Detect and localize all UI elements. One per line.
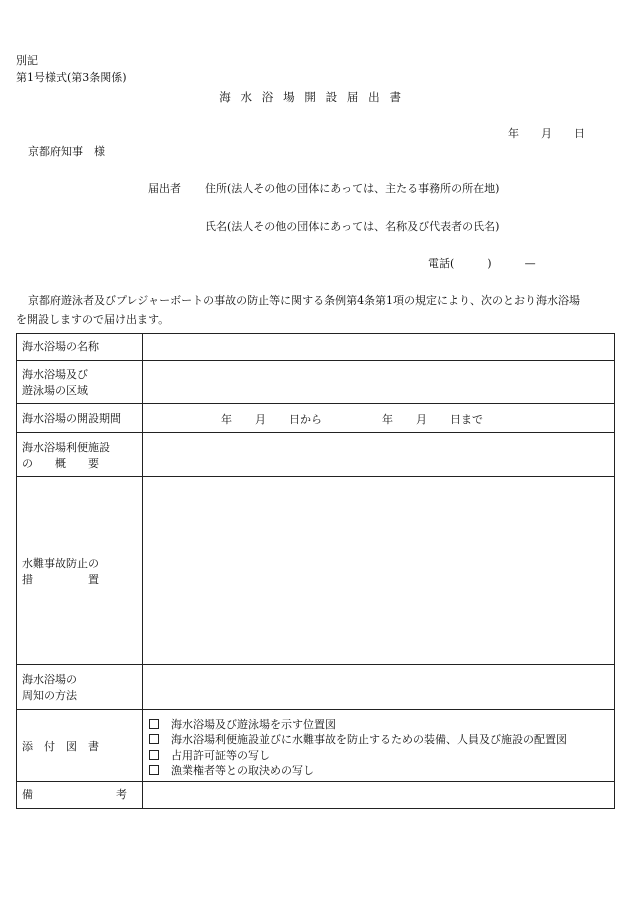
field-period[interactable] [143,404,615,433]
document-title: 海水浴場開設届出書 [219,90,411,104]
label-beach-name-text: 海水浴場の名称 [22,340,99,353]
table-row-name [17,334,615,361]
period-month-end: 月 [416,413,427,426]
filer-address: 住所(法人その他の団体にあっては、主たる事務所の所在地) [205,182,500,195]
table-row-area [17,361,615,404]
attachment-item [149,748,614,764]
label-facilities-line2: の 概 要 [22,456,99,470]
label-facilities-line1: 海水浴場利便施設 [22,440,110,454]
body-text-line1: 京都府遊泳者及びプレジャーボートの事故の防止等に関する条例第4条第1項の規定により、次のとおり海水浴場 [28,294,581,307]
filer-name: 氏名(法人その他の団体にあっては、名称及び代表者の氏名) [205,220,500,233]
field-safety[interactable] [143,477,615,665]
date-line [508,125,585,141]
label-safety-line2: 措 置 [22,572,99,586]
date-month: 月 [541,127,552,140]
table-row-remarks [17,782,615,809]
attachment-item [149,732,614,748]
field-remarks[interactable] [143,782,615,809]
label-area [17,361,143,404]
table-row-facilities [17,433,615,477]
attachment-item [149,717,614,733]
body-text-line2: を開設しますので届け出ます。 [16,313,170,326]
table-row-publicity [17,665,615,710]
period-month-start: 月 [255,413,266,426]
label-attachments: 添 付 図 書 [17,710,143,782]
field-publicity[interactable] [143,665,615,710]
label-safety [17,477,143,665]
label-publicity-line2: 周知の方法 [22,689,77,702]
date-day: 日 [574,127,585,140]
label-safety-line1: 水難事故防止の [22,556,99,570]
period-day-until: 日まで [450,413,483,426]
table-row-period [17,404,615,433]
checkbox[interactable] [149,765,159,775]
label-beach-name [17,334,143,361]
field-facilities[interactable] [143,433,615,477]
filer-phone: 電話( ) — [428,257,536,270]
period-year-end: 年 [382,413,393,426]
field-area[interactable] [143,361,615,404]
date-year: 年 [508,127,519,140]
period-year-start: 年 [221,413,232,426]
form-number: 第1号様式(第3条関係) [16,71,127,84]
attachment-label: 漁業権者等との取決めの写し [171,764,314,777]
label-area-line1: 海水浴場及び [22,368,88,381]
attachment-label: 海水浴場及び遊泳場を示す位置図 [171,717,336,731]
filer-label: 届出者 [148,182,181,195]
field-attachments [143,710,615,782]
addressee: 京都府知事 様 [28,145,105,158]
label-remarks-left: 備 [22,788,33,801]
attachment-list [143,713,614,779]
notification-form-table [16,333,615,809]
checkbox[interactable] [149,750,159,760]
label-publicity [17,665,143,710]
label-remarks [17,782,143,809]
table-row-attachments [17,710,615,782]
field-beach-name[interactable] [143,334,615,361]
bekki-label: 別記 [16,54,38,67]
table-row-safety [17,477,615,665]
attachment-item [149,763,614,779]
attachment-label: 海水浴場利便施設並びに水難事故を防止するための装備、人員及び施設の配置図 [171,733,567,746]
label-remarks-right: 考 [116,788,127,801]
attachment-label: 占用許可証等の写し [171,748,270,762]
label-period: 海水浴場の開設期間 [17,404,143,433]
period-day-from: 日から [289,413,322,426]
checkbox[interactable] [149,734,159,744]
label-facilities [17,433,143,477]
checkbox[interactable] [149,719,159,729]
label-publicity-line1: 海水浴場の [22,673,77,686]
label-area-line2: 遊泳場の区域 [22,384,88,397]
